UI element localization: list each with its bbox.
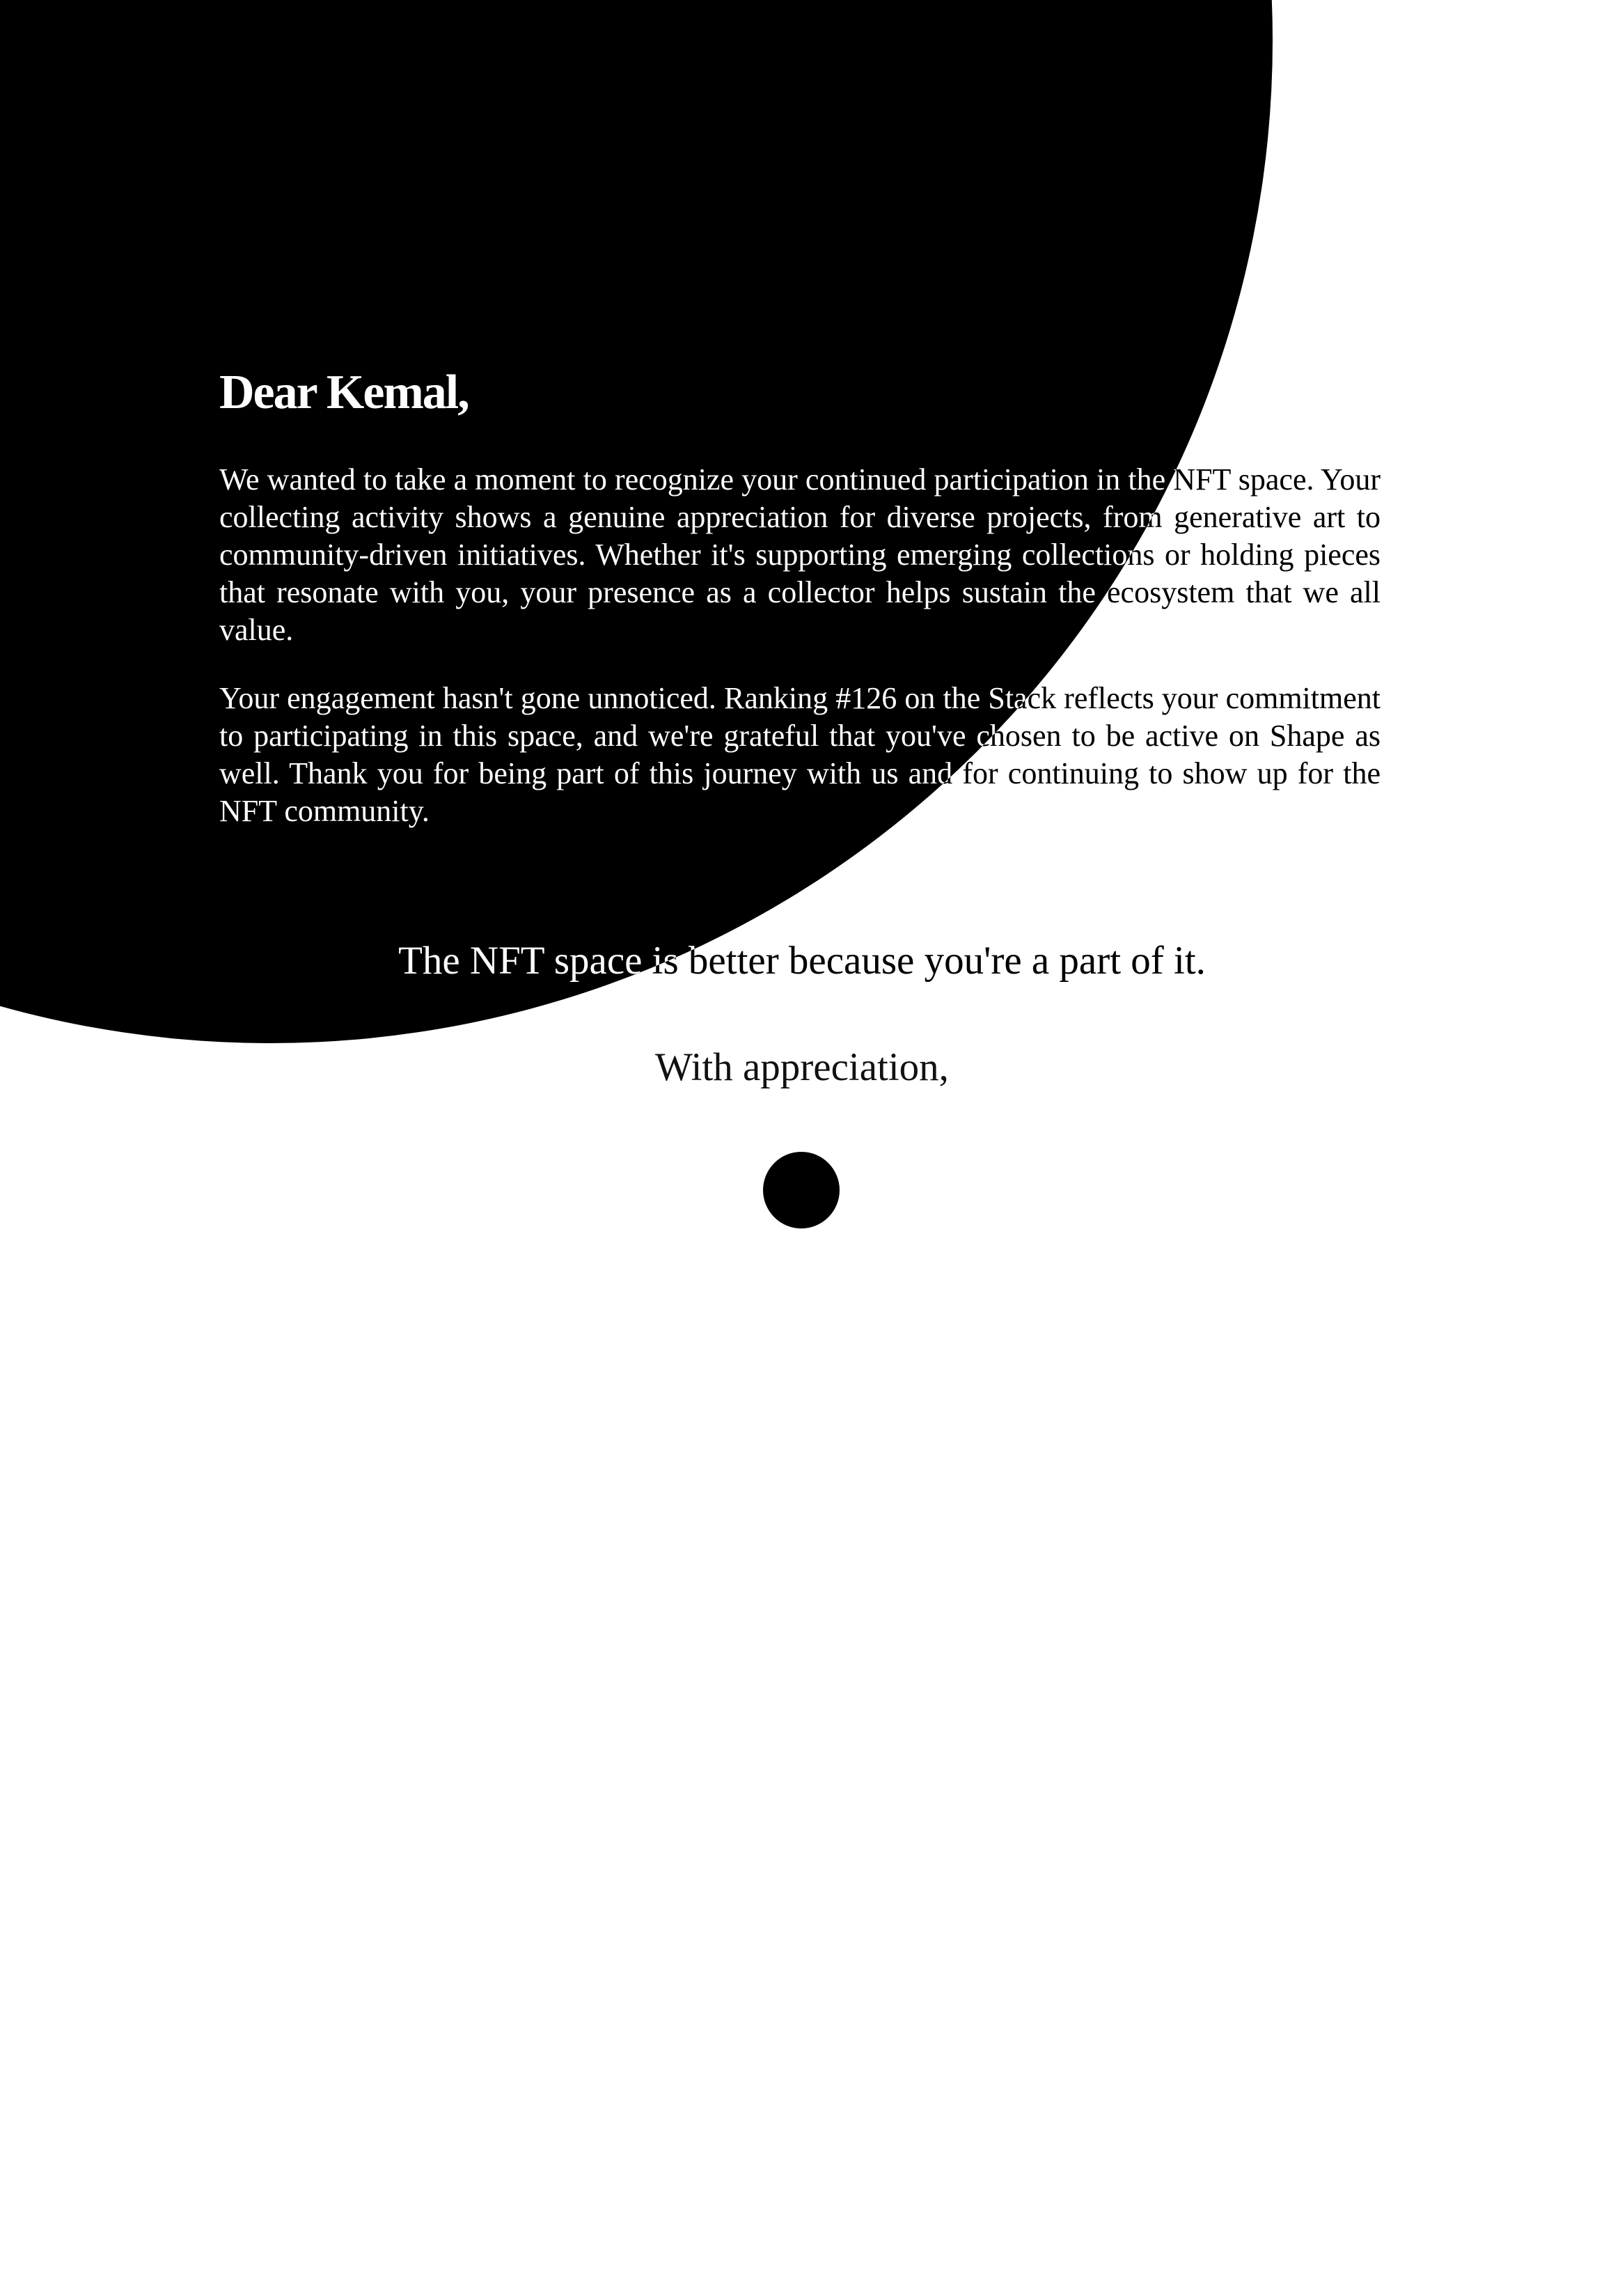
signoff-text: With appreciation, xyxy=(655,1045,949,1089)
greeting-heading: Dear Kemal, xyxy=(219,366,469,419)
letter-paragraph-1: We wanted to take a moment to recognize your continued participation in the NFT space. Your collecting activity shows a genuine appreciation for diverse projects, from generative art to community-driven initiatives. Whether it's supporting emerging collections or holding pieces that resonate with you, your presence as a collector helps sustain the ecosystem that we all value. xyxy=(219,462,1381,647)
signature-dot-icon xyxy=(763,1152,840,1228)
tagline-text: The NFT space is better because you're a part of it. xyxy=(398,939,1206,983)
letter-paragraph-2: Your engagement hasn't gone unnoticed. Ranking #126 on the Stack reflects your commitment to participating in this space, and we're grateful that you've chosen to be active on Shape as well. Thank you for being part of this journey with us and for continuing to show up for the NFT community. xyxy=(219,681,1381,828)
letter-body xyxy=(219,366,1381,861)
